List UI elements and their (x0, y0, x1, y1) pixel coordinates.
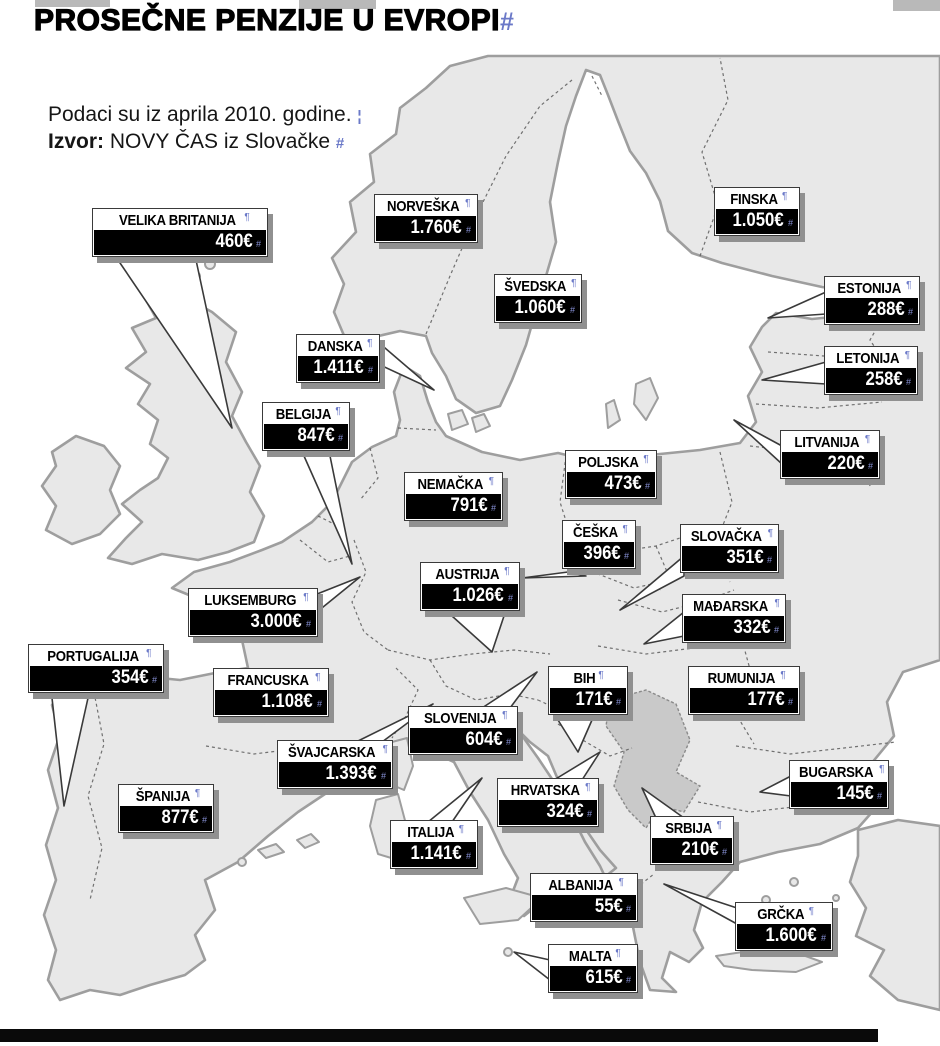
pension-value: 1.600€ # (737, 924, 831, 949)
country-name: BIH ¶ (573, 670, 604, 687)
formatting-mark: ¶ (194, 788, 200, 799)
pension-value: 177€ # (690, 688, 798, 713)
formatting-mark: ¶ (781, 191, 788, 202)
pension-value: 460€ # (94, 230, 266, 255)
country-name: PORTUGALIJA ¶ (47, 648, 152, 665)
country-name: LETONIJA ¶ (836, 350, 910, 367)
callout-letonija (824, 346, 918, 395)
pension-value: 3.000€ # (190, 610, 316, 635)
formatting-mark: ¦ (357, 108, 362, 125)
pension-value: 604€ # (410, 728, 516, 753)
country-name: GRČKA ¶ (757, 906, 814, 923)
pension-value: 1.060€ # (496, 296, 580, 321)
pension-value: 332€ # (684, 616, 784, 641)
formatting-mark: ¶ (904, 350, 910, 361)
formatting-mark: # (201, 815, 207, 826)
pension-value: 171€ # (550, 688, 626, 713)
callout-rumunija (688, 666, 800, 715)
formatting-mark: ¶ (146, 648, 152, 659)
pension-value: 1.050€ # (716, 209, 798, 234)
formatting-mark: # (615, 697, 621, 708)
country-name: MAĐARSKA ¶ (693, 598, 780, 615)
country-name: ESTONIJA ¶ (837, 280, 912, 297)
formatting-mark: # (367, 365, 373, 376)
data-note-line1: Podaci su iz aprila 2010. godine. ¦ (48, 103, 362, 126)
formatting-mark: # (820, 933, 826, 944)
country-name: ŠVAJCARSKA ¶ (288, 744, 388, 761)
country-name: SRBIJA ¶ (665, 820, 722, 837)
data-note (48, 101, 362, 156)
country-name: ŠPANIJA ¶ (135, 788, 200, 805)
formatting-mark: ¶ (767, 528, 773, 539)
country-name: AUSTRIJA ¶ (435, 566, 510, 583)
country-name: FINSKA ¶ (730, 191, 788, 208)
callout-luksemburg (188, 588, 318, 637)
formatting-mark: # (876, 791, 882, 802)
formatting-mark: ¶ (906, 280, 912, 291)
formatting-mark: ¶ (465, 198, 471, 209)
formatting-mark: # (380, 771, 386, 782)
pension-value: 473€ # (567, 472, 655, 497)
pension-value: 1.141€ # (392, 842, 476, 867)
callout-norveska (374, 194, 478, 243)
country-name: DANSKA ¶ (307, 338, 373, 355)
pension-value: 1.026€ # (422, 584, 518, 609)
formatting-mark: # (255, 239, 261, 250)
callout-danska (296, 334, 380, 383)
country-name: MALTA ¶ (568, 948, 621, 965)
callout-svajcarska (277, 740, 393, 789)
callout-grcka (735, 902, 833, 951)
pension-value: 288€ # (826, 298, 918, 323)
callout-austrija (420, 562, 520, 611)
formatting-mark: # (586, 809, 592, 820)
formatting-mark: # (907, 307, 913, 318)
country-name: SLOVAČKA ¶ (690, 528, 773, 545)
callout-litvanija (780, 430, 880, 479)
country-name: ČEŠKA ¶ (573, 524, 628, 541)
formatting-mark: # (905, 377, 911, 388)
country-name: NORVEŠKA ¶ (386, 198, 471, 215)
formatting-mark: # (151, 675, 157, 686)
callout-madjarska (682, 594, 786, 643)
country-name: BELGIJA ¶ (275, 406, 341, 423)
scan-artifact (893, 0, 940, 11)
pension-value: 354€ # (30, 666, 162, 691)
country-name: NEMAČKA ¶ (417, 476, 494, 493)
pension-value: 1.108€ # (215, 690, 327, 715)
formatting-mark: # (867, 461, 873, 472)
formatting-mark: # (721, 847, 727, 858)
formatting-mark: # (787, 218, 793, 229)
callout-slovenija (408, 706, 518, 755)
formatting-mark: # (305, 619, 311, 630)
pension-value: 55€ # (532, 895, 636, 920)
formatting-mark: # (766, 555, 772, 566)
formatting-mark: # (465, 225, 471, 236)
formatting-mark: # (625, 904, 631, 915)
pension-value: 220€ # (782, 452, 878, 477)
formatting-mark: ¶ (774, 598, 780, 609)
callout-belgija (262, 402, 350, 451)
pension-value: 615€ # (550, 966, 636, 991)
callout-hrvatska (497, 778, 599, 827)
callout-malta (548, 944, 638, 993)
formatting-mark: # (465, 851, 471, 862)
callout-poljska (565, 450, 657, 499)
formatting-mark: # (490, 503, 496, 514)
formatting-mark: # (335, 135, 345, 153)
pension-value: 877€ # (120, 806, 212, 831)
pension-value: 1.393€ # (279, 762, 391, 787)
data-note-line2: Izvor: NOVY ČAS iz Slovačke # (48, 130, 345, 154)
callout-portugalija (28, 644, 164, 693)
formatting-mark: ¶ (879, 764, 885, 775)
bottom-bar (0, 1029, 878, 1042)
formatting-mark: # (505, 737, 511, 748)
country-name: HRVATSKA ¶ (510, 782, 591, 799)
formatting-mark: ¶ (382, 744, 388, 755)
formatting-mark: ¶ (643, 454, 649, 465)
pension-value: 396€ # (564, 542, 634, 567)
formatting-mark: ¶ (618, 877, 624, 888)
callout-finska (714, 187, 800, 236)
callout-italija (390, 820, 478, 869)
country-name: ITALIJA ¶ (407, 824, 464, 841)
country-name: VELIKA BRITANIJA ¶ (118, 212, 250, 229)
pension-value: 1.411€ # (298, 356, 378, 381)
formatting-mark: ¶ (315, 672, 321, 683)
formatting-mark: ¶ (864, 434, 870, 445)
callout-svedska (494, 274, 582, 323)
callout-spanija (118, 784, 214, 833)
formatting-mark: ¶ (716, 820, 722, 831)
callout-francuska (213, 668, 329, 717)
formatting-mark: ¶ (504, 566, 510, 577)
country-name: FRANCUSKA ¶ (227, 672, 321, 689)
country-name: LUKSEMBURG ¶ (203, 592, 309, 609)
formatting-mark: # (316, 699, 322, 710)
pension-value: 324€ # (499, 800, 597, 825)
page-title: PROSEČNE PENZIJE U EVROPI# (34, 4, 515, 37)
formatting-mark: ¶ (244, 212, 250, 223)
formatting-mark: ¶ (780, 670, 786, 681)
callout-bih (548, 666, 628, 715)
callout-nemacka (404, 472, 503, 521)
callout-ceska (562, 520, 636, 569)
country-name: POLJSKA ¶ (577, 454, 649, 471)
formatting-mark: ¶ (502, 710, 508, 721)
callout-slovacka (680, 524, 779, 573)
formatting-mark: ¶ (585, 782, 591, 793)
pension-value: 1.760€ # (376, 216, 476, 241)
formatting-mark: # (499, 8, 515, 36)
pension-value: 847€ # (264, 424, 348, 449)
formatting-mark: # (507, 593, 513, 604)
formatting-mark: ¶ (367, 338, 373, 349)
formatting-mark: ¶ (571, 278, 577, 289)
formatting-mark: ¶ (303, 592, 309, 603)
pension-value: 791€ # (406, 494, 501, 519)
formatting-mark: ¶ (598, 670, 604, 681)
formatting-mark: ¶ (335, 406, 341, 417)
formatting-mark: ¶ (615, 948, 621, 959)
pension-value: 145€ # (791, 782, 887, 807)
country-name: ALBANIJA ¶ (548, 877, 624, 894)
formatting-mark: ¶ (622, 524, 628, 535)
country-name: LITVANIJA ¶ (794, 434, 870, 451)
callout-srbija (650, 816, 734, 865)
pension-value: 210€ # (652, 838, 732, 863)
callout-bugarska (789, 760, 889, 809)
callout-velika-britanija (92, 208, 268, 257)
callout-estonija (824, 276, 920, 325)
pension-value: 351€ # (682, 546, 777, 571)
country-name: ŠVEDSKA ¶ (503, 278, 577, 295)
formatting-mark: ¶ (458, 824, 464, 835)
formatting-mark: ¶ (808, 906, 814, 917)
formatting-mark: # (773, 625, 779, 636)
pension-value: 258€ # (826, 368, 916, 393)
country-name: SLOVENIJA ¶ (423, 710, 508, 727)
country-name: BUGARSKA ¶ (798, 764, 885, 781)
country-name: RUMUNIJA ¶ (707, 670, 786, 687)
formatting-mark: ¶ (488, 476, 494, 487)
formatting-mark: # (644, 481, 650, 492)
formatting-mark: # (625, 975, 631, 986)
formatting-mark: # (569, 305, 575, 316)
callout-albanija (530, 873, 638, 922)
formatting-mark: # (787, 697, 793, 708)
formatting-mark: # (337, 433, 343, 444)
formatting-mark: # (623, 551, 629, 562)
